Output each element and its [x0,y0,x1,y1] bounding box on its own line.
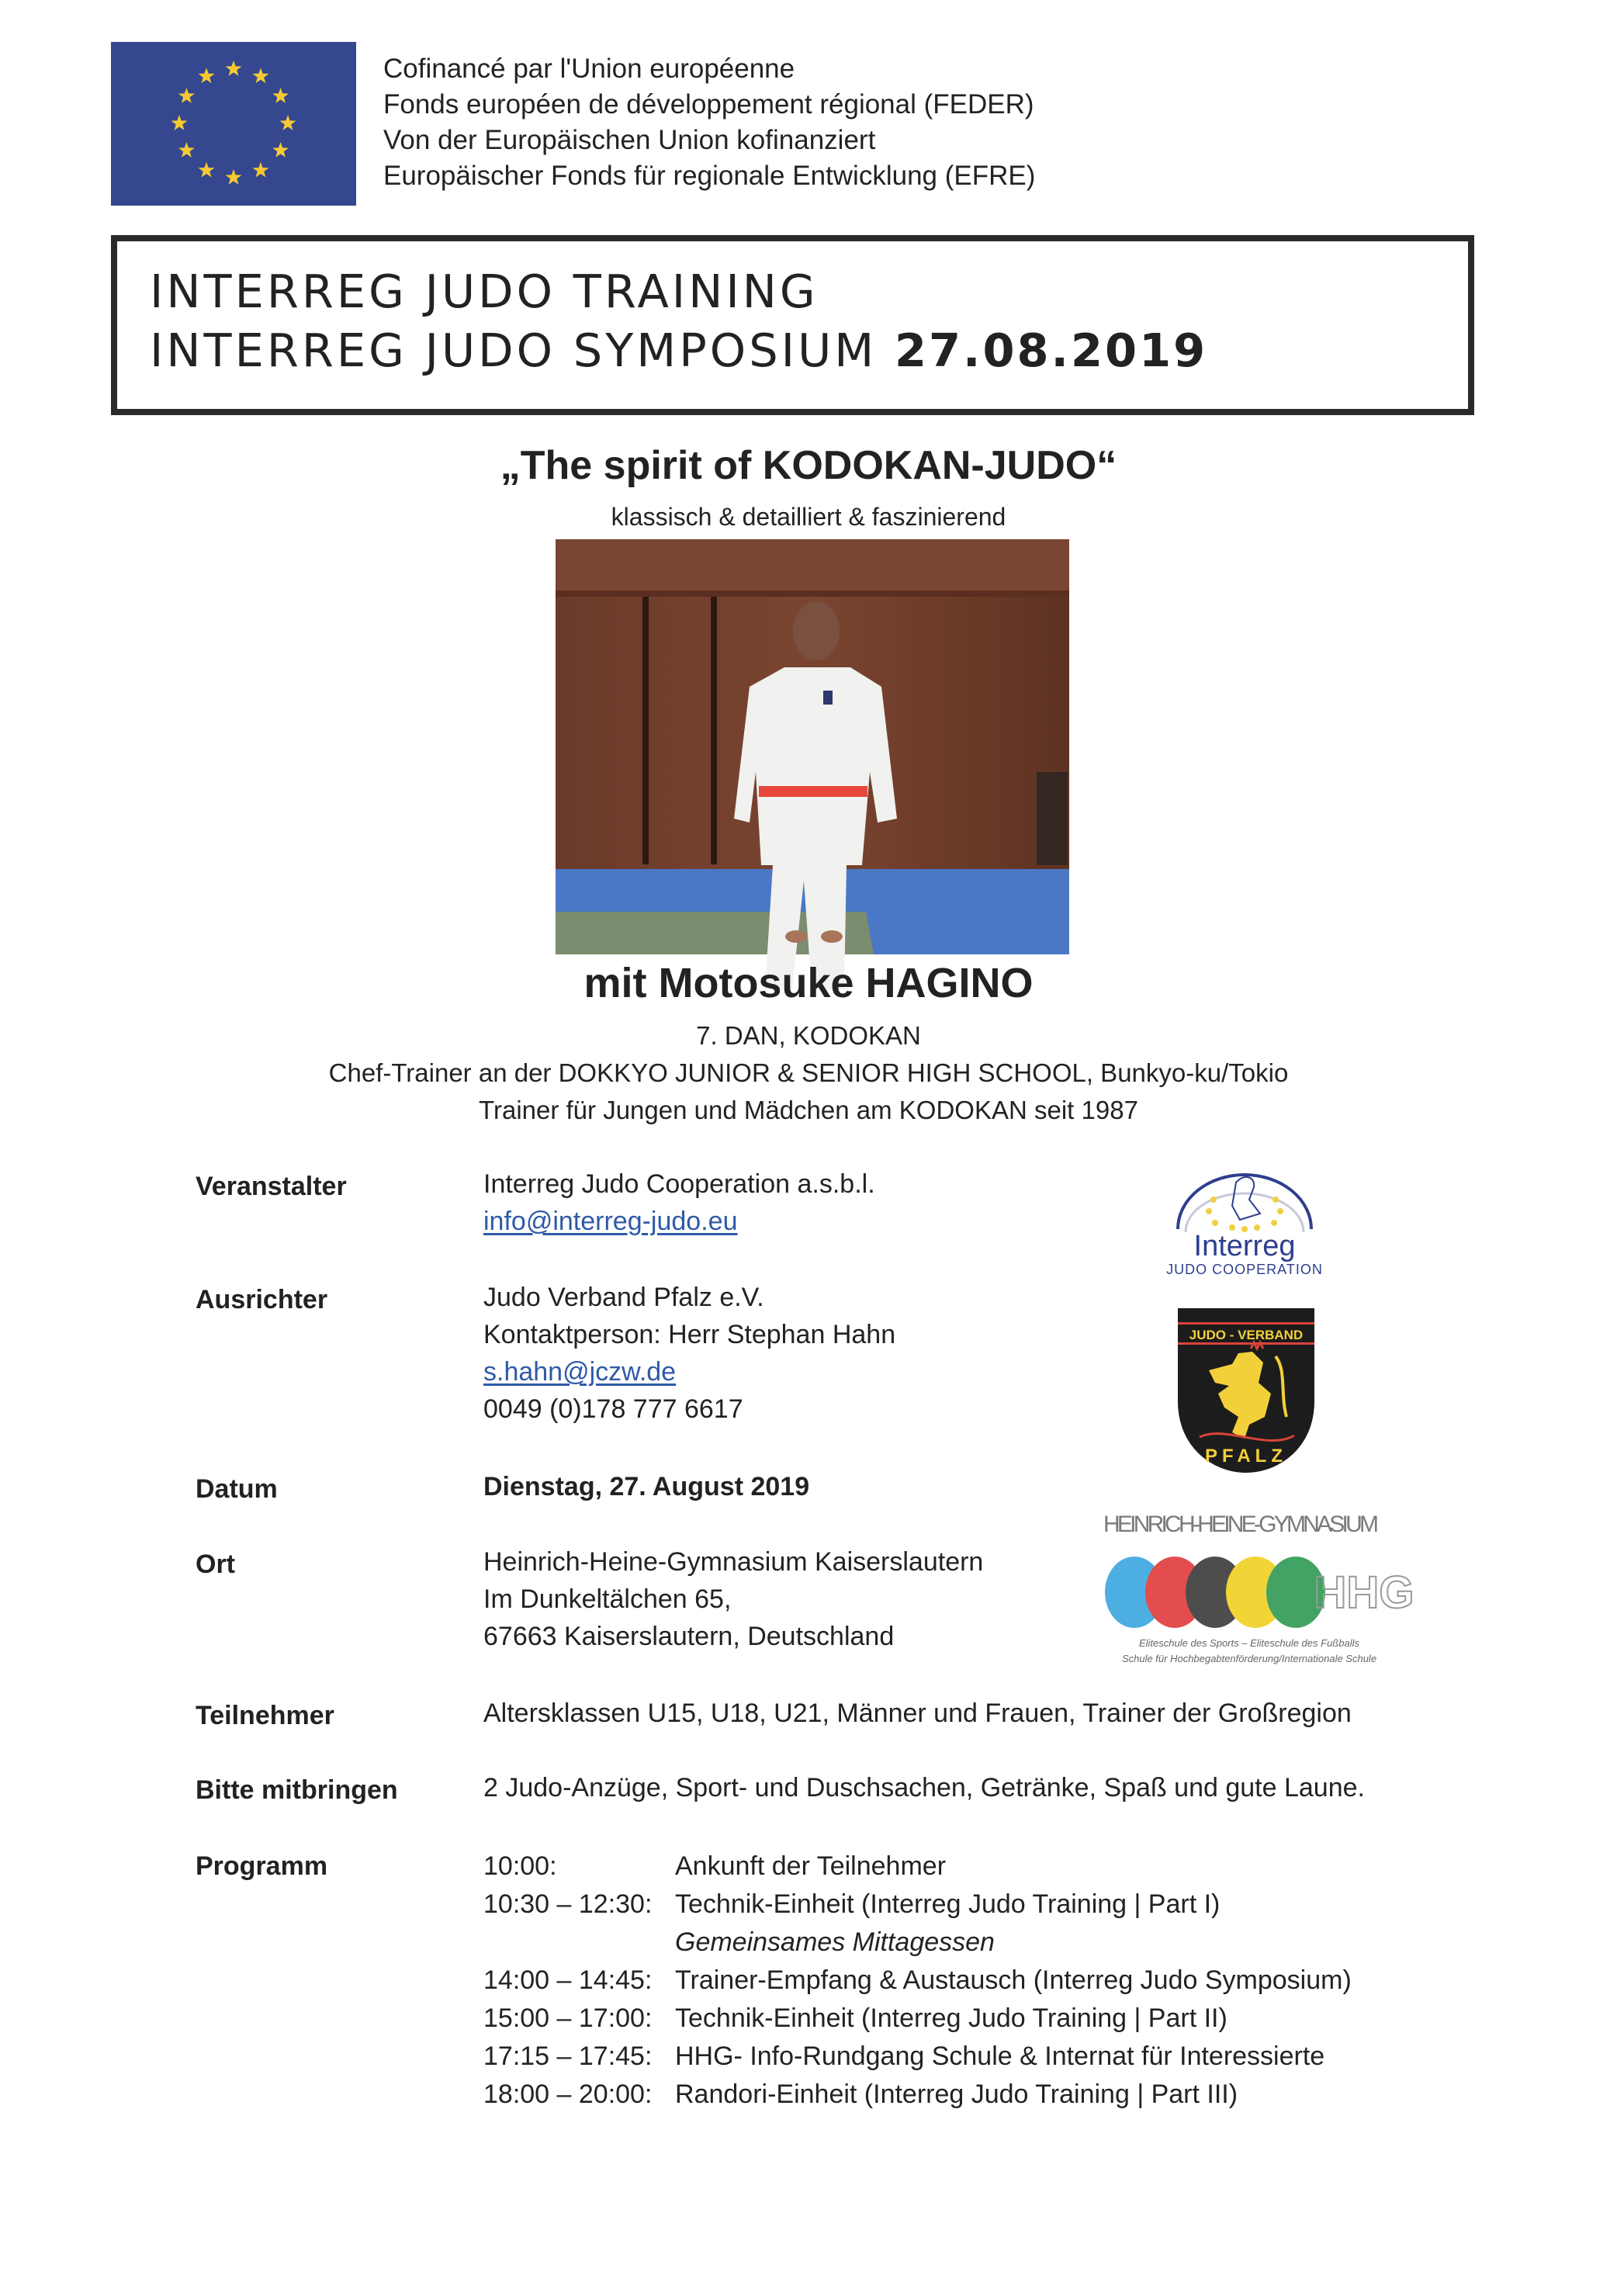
hhg-mark: HHG [1314,1567,1414,1618]
pfalz-logo-bottom-text: PFALZ [1205,1446,1287,1467]
host-phone: 0049 (0)178 777 6617 [483,1394,743,1424]
hhg-line-2: Schule für Hochbegabtenförderung/Internationale Schule [1121,1653,1377,1664]
host-email-link[interactable]: s.hahn@jczw.de [483,1357,677,1387]
program-time: 17:15 – 17:45: [483,2041,653,2071]
host-contact: Kontaktperson: Herr Stephan Hahn [483,1320,896,1349]
program-desc: Technik-Einheit (Interreg Judo Training | Part II) [675,2003,1227,2033]
label-veranstalter: Veranstalter [196,1172,347,1201]
title-line-1: INTERREG JUDO TRAINING [150,265,819,318]
judo-verband-pfalz-logo [1178,1308,1314,1473]
tagline: klassisch & detailliert & faszinierend [611,503,1006,531]
eu-line: Cofinancé par l'Union européenne [383,54,795,84]
trainer-experience: Trainer für Jungen und Mädchen am KODOKAN seit 1987 [479,1096,1138,1124]
label-ort: Ort [196,1550,235,1579]
label-programm: Programm [196,1851,328,1881]
program-desc: Trainer-Empfang & Austausch (Interreg Judo Symposium) [675,1965,1352,1995]
trainer-rank: 7. DAN, KODOKAN [696,1021,921,1050]
eu-line: Europäischer Fonds für regionale Entwicklung (EFRE) [383,161,1036,191]
trainer-photo [556,539,1069,954]
value-teilnehmer: Altersklassen U15, U18, U21, Männer und Frauen, Trainer der Großregion [483,1699,1352,1728]
value-datum: Dienstag, 27. August 2019 [483,1472,810,1501]
pfalz-logo-top-text: JUDO - VERBAND [1189,1328,1304,1342]
interreg-logo-text: Interreg [1193,1230,1296,1262]
venue-line: Im Dunkeltälchen 65, [483,1584,732,1614]
hhg-portraits [1105,1557,1325,1628]
program-time: 18:00 – 20:00: [483,2080,653,2109]
program-desc-lunch: Gemeinsames Mittagessen [675,1927,995,1957]
label-mitbringen: Bitte mitbringen [196,1775,398,1805]
program-time: 10:00: [483,1851,557,1881]
trainer-role: Chef-Trainer an der DOKKYO JUNIOR & SENIOR HIGH SCHOOL, Bunkyo-ku/Tokio [328,1058,1289,1087]
host-name: Judo Verband Pfalz e.V. [483,1283,764,1312]
subtitle: „The spirit of KODOKAN-JUDO“ [500,443,1117,488]
venue-line: 67663 Kaiserslautern, Deutschland [483,1622,895,1651]
trainer-name: mit Motosuke HAGINO [583,960,1034,1006]
title-line-2 [150,324,1207,377]
event-date: 27.08.2019 [894,324,1208,377]
eu-flag-logo [111,42,356,206]
eu-line: Von der Europäischen Union kofinanziert [383,125,876,155]
label-ausrichter: Ausrichter [196,1285,328,1314]
venue-line: Heinrich-Heine-Gymnasium Kaiserslautern [483,1547,984,1577]
heinrich-heine-gymnasium-logo [1096,1505,1414,1670]
interreg-logo-subtext: JUDO COOPERATION [1166,1262,1323,1277]
title-line-2-text: INTERREG JUDO SYMPOSIUM [150,324,878,377]
eu-line: Fonds européen de développement régional (FEDER) [383,89,1034,119]
program-desc: Randori-Einheit (Interreg Judo Training | Part III) [675,2080,1238,2109]
value-veranstalter [483,1165,875,1240]
program-desc: HHG- Info-Rundgang Schule & Internat für Interessierte [675,2041,1325,2071]
interreg-judo-logo [1155,1169,1335,1277]
judoka-image [556,539,1069,954]
program-time: 10:30 – 12:30: [483,1889,653,1919]
value-ausrichter [483,1279,895,1428]
value-ort [483,1543,983,1655]
hhg-line-1: Eliteschule des Sports – Eliteschule des Fußballs [1139,1637,1359,1649]
program-desc: Technik-Einheit (Interreg Judo Training | Part I) [675,1889,1221,1919]
organizer-name: Interreg Judo Cooperation a.s.b.l. [483,1169,875,1199]
eu-funding-notice [383,51,1035,194]
organizer-email-link[interactable]: info@interreg-judo.eu [483,1207,738,1236]
value-mitbringen: 2 Judo-Anzüge, Sport- und Duschsachen, Getränke, Spaß und gute Laune. [483,1773,1365,1803]
label-datum: Datum [196,1474,278,1504]
program-time: 15:00 – 17:00: [483,2003,653,2033]
label-teilnehmer: Teilnehmer [196,1701,334,1730]
hhg-logo-title: HEINRICH-HEINE-GYMNASIUM [1103,1512,1379,1537]
title-box [111,235,1474,415]
program-desc: Ankunft der Teilnehmer [675,1851,947,1881]
eu-stars-icon [111,42,356,206]
program-time: 14:00 – 14:45: [483,1965,653,1995]
